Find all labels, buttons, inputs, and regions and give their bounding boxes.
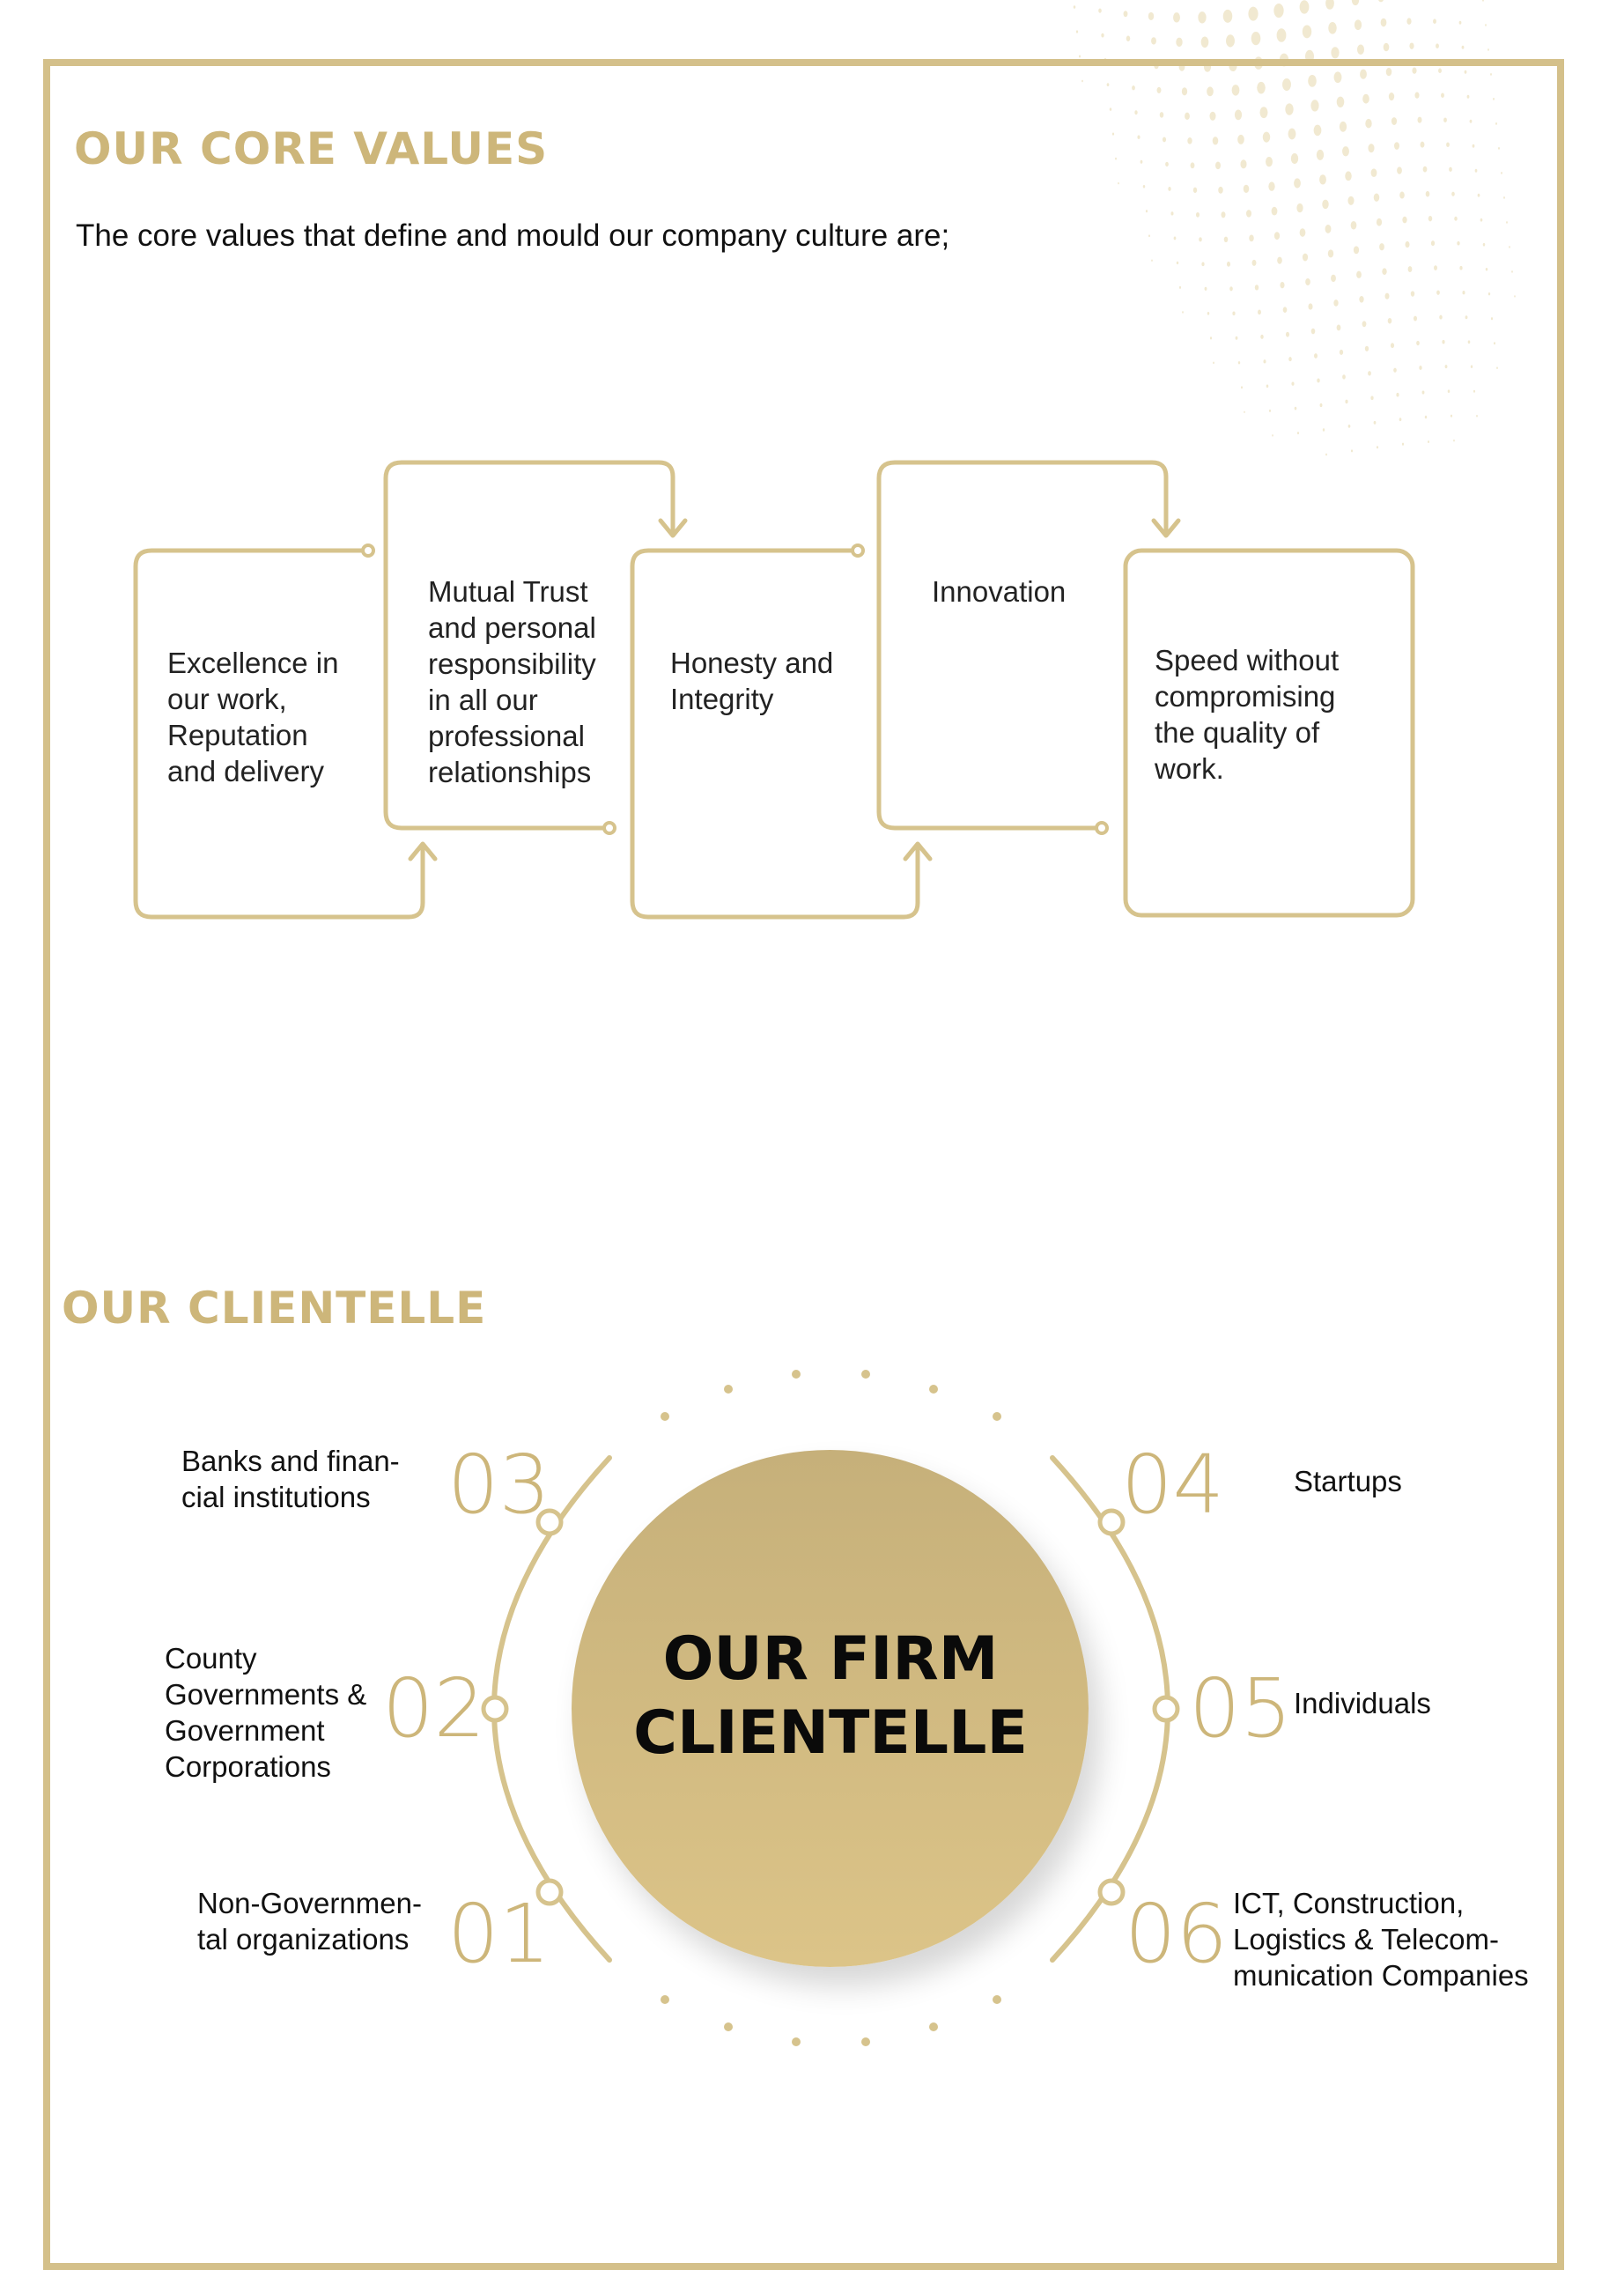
client-number-03: 03: [447, 1438, 551, 1532]
client-label-04: Startups: [1294, 1465, 1402, 1497]
center-title: OUR FIRM CLIENTELLE: [633, 1624, 1028, 1768]
value-5-text: Speed without compromising the quality of work.: [1155, 644, 1340, 785]
node-05-icon: [1155, 1697, 1177, 1720]
client-number-01: 01: [447, 1887, 551, 1981]
client-label-03: Banks and finan- cial institutions: [181, 1445, 400, 1513]
client-number-05: 05: [1189, 1661, 1293, 1756]
client-label-02: County Governments & Government Corporations: [165, 1642, 367, 1783]
client-number-02: 02: [382, 1661, 486, 1756]
node-02-icon: [484, 1697, 506, 1720]
value-4-text: Innovation: [932, 575, 1067, 608]
clientelle-heading: OUR CLIENTELLE: [62, 1283, 487, 1334]
core-values-intro: The core values that define and mould our company culture are;: [76, 218, 950, 253]
value-3-text: Honesty and Integrity: [670, 647, 834, 715]
client-label-05: Individuals: [1294, 1687, 1431, 1719]
core-values-heading: OUR CORE VALUES: [74, 123, 549, 174]
node-06-icon: [1100, 1881, 1123, 1904]
node-04-icon: [1100, 1511, 1123, 1534]
client-number-04: 04: [1121, 1438, 1225, 1532]
client-number-06: 06: [1125, 1887, 1229, 1981]
value-1-text: Excellence in our work, Reputation and delivery: [167, 647, 339, 787]
client-label-06: ICT, Construction, Logistics & Telecom- munication Companies: [1233, 1887, 1529, 1992]
value-2-text: Mutual Trust and personal responsibility in all our professional relationships: [428, 575, 596, 788]
client-label-01: Non-Governmen- tal organizations: [197, 1887, 422, 1956]
